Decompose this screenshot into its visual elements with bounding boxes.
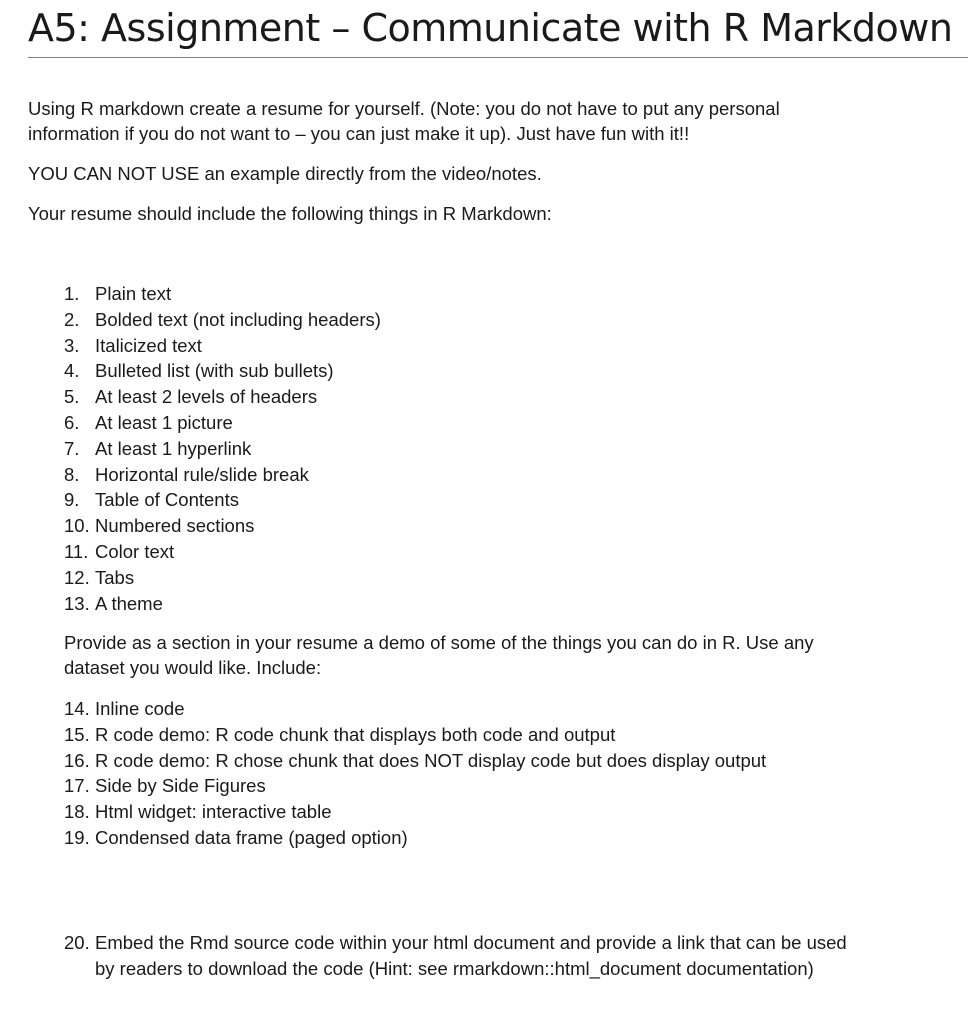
list-item-number: 4. [64, 360, 80, 382]
list-item [64, 825, 766, 851]
list-item [64, 513, 381, 539]
list-item-text: Numbered sections [95, 515, 255, 537]
list-item-number: 12. [64, 566, 90, 588]
list-item-text: At least 1 hyperlink [95, 437, 252, 459]
include-heading: Your resume should include the following things in R Markdown: [28, 203, 552, 224]
list-item-text: Plain text [95, 283, 172, 304]
list-item-number: 10. [64, 515, 90, 537]
list-item-number: 13. [64, 592, 90, 614]
list-item-text: Condensed data frame (paged option) [95, 826, 408, 848]
title-underline [28, 57, 968, 58]
list-item [64, 384, 381, 410]
list-item [64, 722, 766, 748]
list-item [64, 358, 381, 384]
list-item-text: Tabs [95, 566, 135, 588]
list-item [64, 591, 381, 617]
list-item-number: 3. [64, 334, 80, 356]
list-item-number: 16. [64, 749, 90, 771]
list-item [64, 773, 766, 799]
list-item-number: 18. [64, 801, 90, 823]
list-item [64, 799, 766, 825]
final-item-line-2: by readers to download the code (Hint: see rmarkdown::html_document documentation) [95, 957, 814, 979]
list-item [64, 462, 381, 488]
list-item [64, 436, 381, 462]
list-item [64, 565, 381, 591]
list-item [64, 281, 381, 307]
list-item-text: At least 1 picture [95, 411, 233, 433]
requirements-list [64, 281, 381, 616]
list-item-number: 7. [64, 437, 80, 459]
list-item-number: 2. [64, 308, 80, 330]
intro-paragraph [28, 96, 780, 146]
list-item-number: 20. [64, 932, 90, 953]
list-item-text: Table of Contents [95, 489, 239, 511]
demo-paragraph [64, 630, 814, 680]
list-item-number: 14. [64, 698, 90, 719]
warning-paragraph: YOU CAN NOT USE an example directly from the video/notes. [28, 163, 542, 184]
list-item-number: 5. [64, 386, 80, 408]
final-list [64, 930, 945, 982]
list-item-number: 19. [64, 826, 90, 848]
list-item-text: At least 2 levels of headers [95, 386, 318, 408]
list-item-text: R code demo: R code chunk that displays both code and output [95, 723, 616, 745]
demo-line-2: dataset you would like. Include: [64, 657, 322, 678]
list-item-number: 11. [64, 540, 89, 562]
list-item-text: Bulleted list (with sub bullets) [95, 360, 334, 382]
list-item-text: Inline code [95, 698, 185, 719]
list-item-text: Horizontal rule/slide break [95, 463, 309, 485]
intro-line-2: information if you do not want to – you can just make it up). Just have fun with it!! [28, 123, 690, 144]
list-item-number: 1. [64, 283, 80, 304]
final-item-line-1: Embed the Rmd source code within your html document and provide a link that can be used [95, 932, 847, 953]
list-item-number: 15. [64, 723, 90, 745]
list-item [64, 930, 945, 982]
list-item [64, 539, 381, 565]
list-item [64, 410, 381, 436]
list-item-number: 9. [64, 489, 80, 511]
list-item-number: 17. [64, 775, 90, 797]
list-item-number: 6. [64, 411, 80, 433]
list-item-text [95, 930, 945, 982]
list-item-number: 8. [64, 463, 80, 485]
intro-line-1: Using R markdown create a resume for yourself. (Note: you do not have to put any personal [28, 98, 780, 119]
list-item-text: A theme [95, 592, 163, 614]
list-item [64, 748, 766, 774]
list-item [64, 696, 766, 722]
demo-list [64, 696, 766, 851]
list-item-text: Italicized text [95, 334, 202, 356]
list-item [64, 307, 381, 333]
page-title: A5: Assignment – Communicate with R Markdown [28, 6, 953, 50]
list-item [64, 487, 381, 513]
list-item [64, 333, 381, 359]
list-item-text: R code demo: R chose chunk that does NOT display code but does display output [95, 749, 767, 771]
demo-line-1: Provide as a section in your resume a demo of some of the things you can do in R. Use any [64, 632, 814, 653]
list-item-text: Side by Side Figures [95, 775, 266, 797]
list-item-text: Html widget: interactive table [95, 801, 332, 823]
list-item-text: Color text [95, 540, 175, 562]
list-item-text: Bolded text (not including headers) [95, 308, 381, 330]
